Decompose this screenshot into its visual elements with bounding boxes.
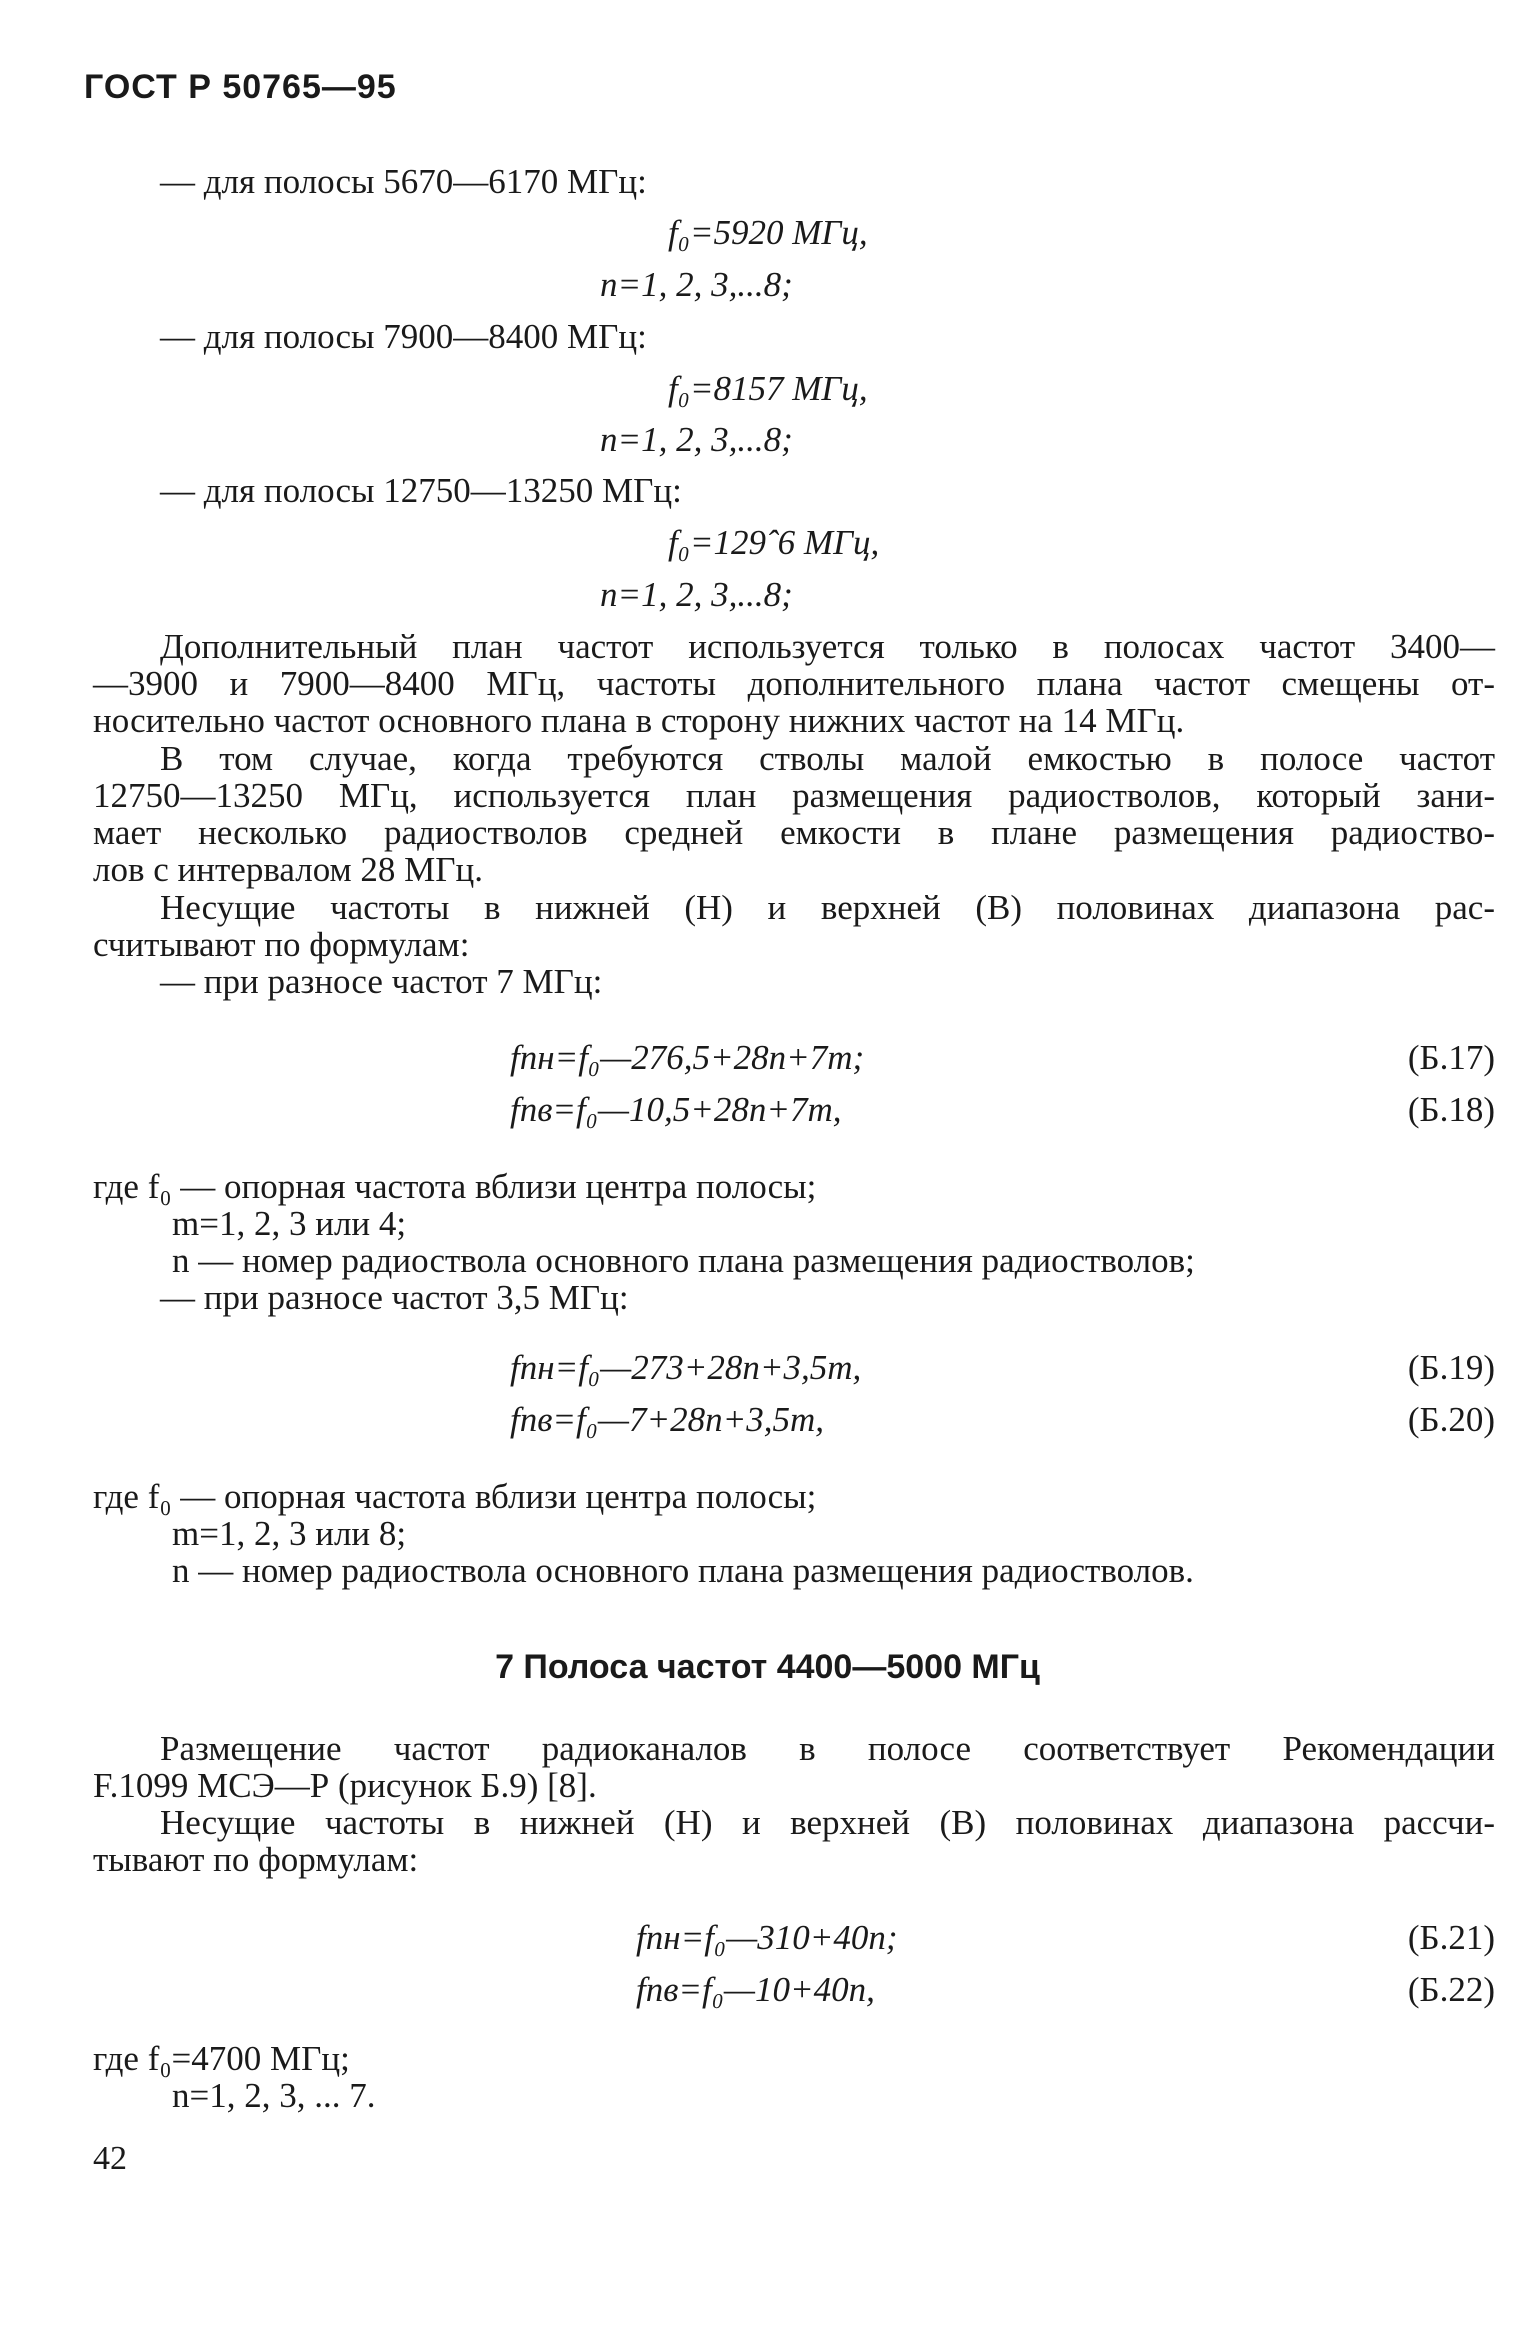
paragraph-line: считывают по формулам: <box>93 925 470 964</box>
band-label: — для полосы 12750—13250 МГц: <box>160 471 682 510</box>
paragraph-line: — при разносе частот 7 МГц: <box>160 962 603 1001</box>
formula: fnв=f₀—10+40n, <box>636 1970 875 2009</box>
equation-number: (Б.21) <box>1407 1918 1495 1957</box>
paragraph-line: мает несколько радиостволов средней емкости в плане размещения радиоство- <box>93 813 1495 852</box>
band-label: — для полосы 5670—6170 МГц: <box>160 162 647 201</box>
paragraph-line: тывают по формулам: <box>93 1840 419 1879</box>
where-line: n — номер радиоствола основного плана размещения радиостволов; <box>172 1241 1195 1280</box>
formula: fnн=f₀—310+40n; <box>636 1918 898 1957</box>
band-f0: f₀=5920 МГц, <box>668 213 868 252</box>
paragraph-line: носительно частот основного плана в сторону нижних частот на 14 МГц. <box>93 701 1185 740</box>
page-number: 42 <box>93 2140 127 2177</box>
paragraph-line: 12750—13250 МГц, используется план размещения радиостволов, который зани- <box>93 776 1495 815</box>
paragraph-line: Несущие частоты в нижней (Н) и верхней (В) половинах диапазона рас- <box>160 888 1495 927</box>
section-title: 7 Полоса частот 4400—5000 МГц <box>495 1648 1040 1686</box>
paragraph-line: В том случае, когда требуются стволы малой емкостью в полосе частот <box>160 739 1495 778</box>
equation-number: (Б.19) <box>1407 1348 1495 1387</box>
where-line: где f₀=4700 МГц; <box>93 2039 350 2078</box>
equation-number: (Б.20) <box>1407 1400 1495 1439</box>
formula: fnн=f₀—276,5+28n+7m; <box>510 1038 865 1077</box>
equation-number: (Б.18) <box>1407 1090 1495 1129</box>
formula: fnн=f₀—273+28n+3,5m, <box>510 1348 862 1387</box>
where-line: где f₀ — опорная частота вблизи центра полосы; <box>93 1167 817 1206</box>
where-line: — при разносе частот 3,5 МГц: <box>160 1278 629 1317</box>
where-line: m=1, 2, 3 или 8; <box>172 1514 407 1553</box>
where-line: где f₀ — опорная частота вблизи центра полосы; <box>93 1477 817 1516</box>
band-n: n=1, 2, 3,...8; <box>600 575 793 614</box>
document-header: ГОСТ Р 50765—95 <box>84 68 397 106</box>
band-n: n=1, 2, 3,...8; <box>600 420 793 459</box>
equation-number: (Б.22) <box>1407 1970 1495 2009</box>
paragraph-line: —3900 и 7900—8400 МГц, частоты дополнительного плана частот смещены от- <box>93 664 1495 703</box>
where-line: n=1, 2, 3, ... 7. <box>172 2076 376 2115</box>
formula: fnв=f₀—7+28n+3,5m, <box>510 1400 825 1439</box>
paragraph-line: Несущие частоты в нижней (Н) и верхней (В) половинах диапазона рассчи- <box>160 1803 1495 1842</box>
equation-number: (Б.17) <box>1407 1038 1495 1077</box>
paragraph-line: Дополнительный план частот используется только в полосах частот 3400— <box>160 627 1495 666</box>
band-f0: f₀=129ˆ6 МГц, <box>668 523 880 562</box>
band-f0: f₀=8157 МГц, <box>668 369 868 408</box>
band-n: n=1, 2, 3,...8; <box>600 265 793 304</box>
where-line: n — номер радиоствола основного плана размещения радиостволов. <box>172 1551 1194 1590</box>
paragraph-line: Размещение частот радиоканалов в полосе соответствует Рекомендации <box>160 1729 1495 1768</box>
formula: fnв=f₀—10,5+28n+7m, <box>510 1090 842 1129</box>
paragraph-line: лов с интервалом 28 МГц. <box>93 850 484 889</box>
paragraph-line: F.1099 МСЭ—Р (рисунок Б.9) [8]. <box>93 1766 597 1805</box>
where-line: m=1, 2, 3 или 4; <box>172 1204 407 1243</box>
band-label: — для полосы 7900—8400 МГц: <box>160 317 647 356</box>
